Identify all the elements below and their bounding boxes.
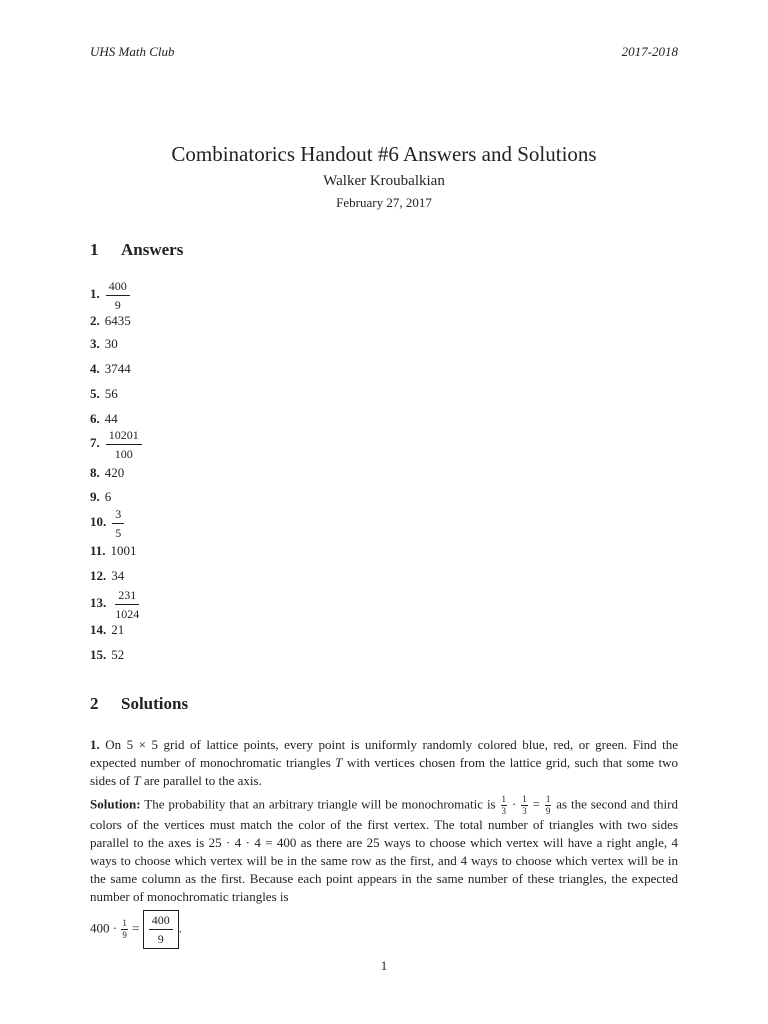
answer-item bbox=[90, 645, 124, 665]
answer-value: 6435 bbox=[104, 313, 131, 328]
problem-text-a: On 5 × 5 grid of lattice points, every point is uniformly randomly colored blue, red, or green. Find the expected number of monochromatic triangles bbox=[90, 737, 678, 770]
problem-text-b: with vertices chosen from the lattice grid, such that some two sides of bbox=[90, 755, 678, 788]
answer-item bbox=[90, 359, 131, 379]
fraction-one-third: $\frac{1}{3}$ bbox=[501, 794, 507, 816]
answer-item bbox=[90, 487, 111, 507]
section-number: 2 bbox=[90, 694, 99, 713]
solution-label: Solution: bbox=[90, 796, 141, 812]
problem-1 bbox=[90, 736, 678, 790]
answer-value: 6 bbox=[104, 489, 112, 504]
answer-value: 44 bbox=[104, 411, 118, 426]
page-number: 1 bbox=[380, 958, 388, 973]
dot-operator: · bbox=[511, 796, 517, 812]
answer-item bbox=[90, 505, 125, 539]
answer-item bbox=[90, 277, 131, 311]
fraction-one-ninth: $\frac{1}{9}$ bbox=[122, 918, 127, 940]
answer-number: 10. bbox=[90, 514, 107, 529]
problem-label: 1. bbox=[90, 737, 100, 752]
answer-item bbox=[90, 426, 143, 460]
answer-number: 12. bbox=[90, 568, 107, 583]
answer-item bbox=[90, 334, 118, 354]
answer-value: 30 bbox=[104, 336, 118, 351]
answer-value: 34 bbox=[111, 568, 125, 583]
answer-number: 15. bbox=[90, 647, 107, 662]
answer-number: 8. bbox=[90, 465, 100, 480]
answer-number: 9. bbox=[90, 489, 100, 504]
answer-number: 11. bbox=[90, 543, 106, 558]
document-title: Combinatorics Handout #6 Answers and Solutions bbox=[171, 142, 597, 166]
solution-1 bbox=[90, 795, 678, 949]
equals-sign: = bbox=[532, 796, 540, 812]
variable-t: T bbox=[133, 773, 141, 788]
answer-item bbox=[90, 384, 118, 404]
answer-number: 13. bbox=[90, 595, 107, 610]
answer-value: 1001 bbox=[110, 543, 137, 558]
answer-item bbox=[90, 463, 124, 483]
answer-number: 5. bbox=[90, 386, 100, 401]
answer-value: 3744 bbox=[104, 361, 131, 376]
answer-item bbox=[90, 566, 124, 586]
section-heading-answers bbox=[90, 240, 183, 260]
answer-value: 21 bbox=[111, 622, 125, 637]
answer-fraction: $\frac{231}{1024}$ bbox=[115, 587, 140, 621]
answer-value: 420 bbox=[104, 465, 125, 480]
answer-number: 1. bbox=[90, 286, 100, 301]
solution-text-b: as the second and third colors of the vertices must match the color of the first vertex. The total number of triangles with two sides parallel to the axes is 25 · 4 · 4 = 400 as there are 25 ways to choose which vertex will have a right angle, 4 ways to choose which vertex will be in the same row as the first, and 4 ways to choose which vertex will be in the same column as the first. Because each point appears in the same number of these triangles, the expected number of monochromatic triangles is bbox=[90, 796, 679, 904]
variable-t: T bbox=[335, 755, 343, 770]
answer-fraction: $\frac{400}{9}$ bbox=[149, 913, 173, 946]
boxed-answer bbox=[143, 910, 179, 949]
answer-fraction: $\frac{10201}{100}$ bbox=[106, 428, 142, 461]
answer-item bbox=[90, 620, 124, 640]
answer-number: 14. bbox=[90, 622, 107, 637]
answer-item bbox=[90, 541, 137, 561]
answer-number: 6. bbox=[90, 411, 100, 426]
author: Walker Kroubalkian bbox=[323, 173, 445, 189]
header-left: UHS Math Club bbox=[90, 44, 175, 59]
answer-item bbox=[90, 311, 131, 331]
section-title: Answers bbox=[121, 240, 184, 259]
date: February 27, 2017 bbox=[336, 195, 432, 210]
answer-fraction: $\frac{3}{5}$ bbox=[112, 507, 124, 540]
header-right: 2017-2018 bbox=[621, 44, 678, 59]
answer-value: 52 bbox=[111, 647, 125, 662]
answer-fraction: $\frac{400}{9}$ bbox=[106, 279, 130, 312]
answer-value: 56 bbox=[104, 386, 118, 401]
title-block bbox=[0, 142, 768, 211]
answer-number: 2. bbox=[90, 313, 100, 328]
answer-number: 3. bbox=[90, 336, 100, 351]
answer-number: 4. bbox=[90, 361, 100, 376]
fraction-one-ninth: $\frac{1}{9}$ bbox=[545, 794, 551, 816]
fraction-one-third: $\frac{1}{3}$ bbox=[522, 794, 527, 816]
problem-text-c: are parallel to the axis. bbox=[143, 773, 262, 788]
section-number: 1 bbox=[90, 240, 99, 259]
answer-item bbox=[90, 586, 143, 620]
answer-number: 7. bbox=[90, 435, 100, 450]
solution-text-a: The probability that an arbitrary triangle will be monochromatic is bbox=[144, 796, 496, 812]
final-expression: 400 · $\frac{1}{9}$ = $\frac{400}{9}$ . bbox=[90, 910, 182, 949]
section-title: Solutions bbox=[121, 694, 189, 713]
section-heading-solutions bbox=[90, 694, 188, 714]
